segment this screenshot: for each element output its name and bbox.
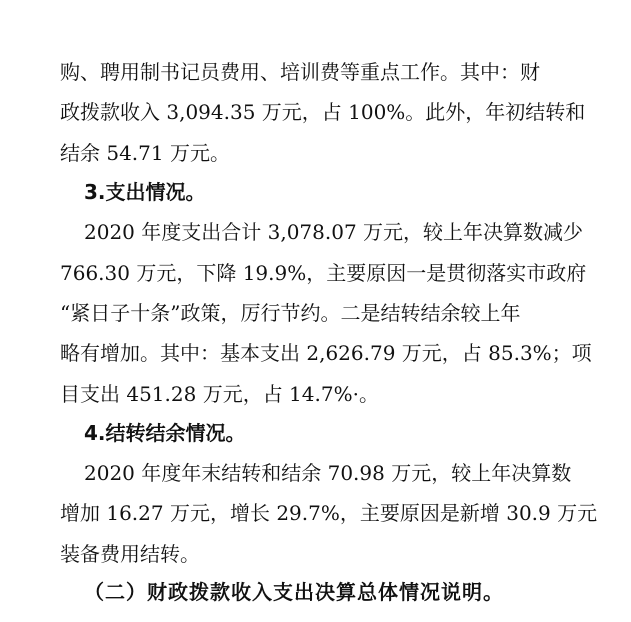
body-line-7: “紧日子十条”政策，厉行节约。二是结转结余较上年	[60, 301, 521, 325]
body-line-2: 政拨款收入 3,094.35 万元，占 100%。此外，年初结转和	[60, 100, 586, 124]
body-line-13: 装备费用结转。	[60, 542, 200, 566]
body-line-9: 目支出 451.28 万元，占 14.7%·。	[60, 382, 379, 406]
body-line-6: 766.30 万元，下降 19.9%，主要原因一是贯彻落实市政府	[60, 261, 587, 285]
body-line-12: 增加 16.27 万元，增长 29.7%，主要原因是新增 30.9 万元	[60, 501, 598, 525]
body-line-1: 购、聘用制书记员费用、培训费等重点工作。其中：财	[60, 60, 540, 84]
section-heading-carryover: 4.结转结余情况。	[84, 421, 246, 445]
body-line-5: 2020 年度支出合计 3,078.07 万元，较上年决算数减少	[84, 220, 584, 244]
body-line-8: 略有增加。其中：基本支出 2,626.79 万元，占 85.3%；项	[60, 341, 592, 365]
section-heading-expenditure: 3.支出情况。	[84, 180, 206, 204]
subsection-heading-fiscal-overview: （二）财政拨款收入支出决算总体情况说明。	[84, 580, 504, 604]
body-line-3: 结余 54.71 万元。	[60, 141, 230, 165]
body-line-11: 2020 年度年末结转和结余 70.98 万元，较上年决算数	[84, 461, 572, 485]
